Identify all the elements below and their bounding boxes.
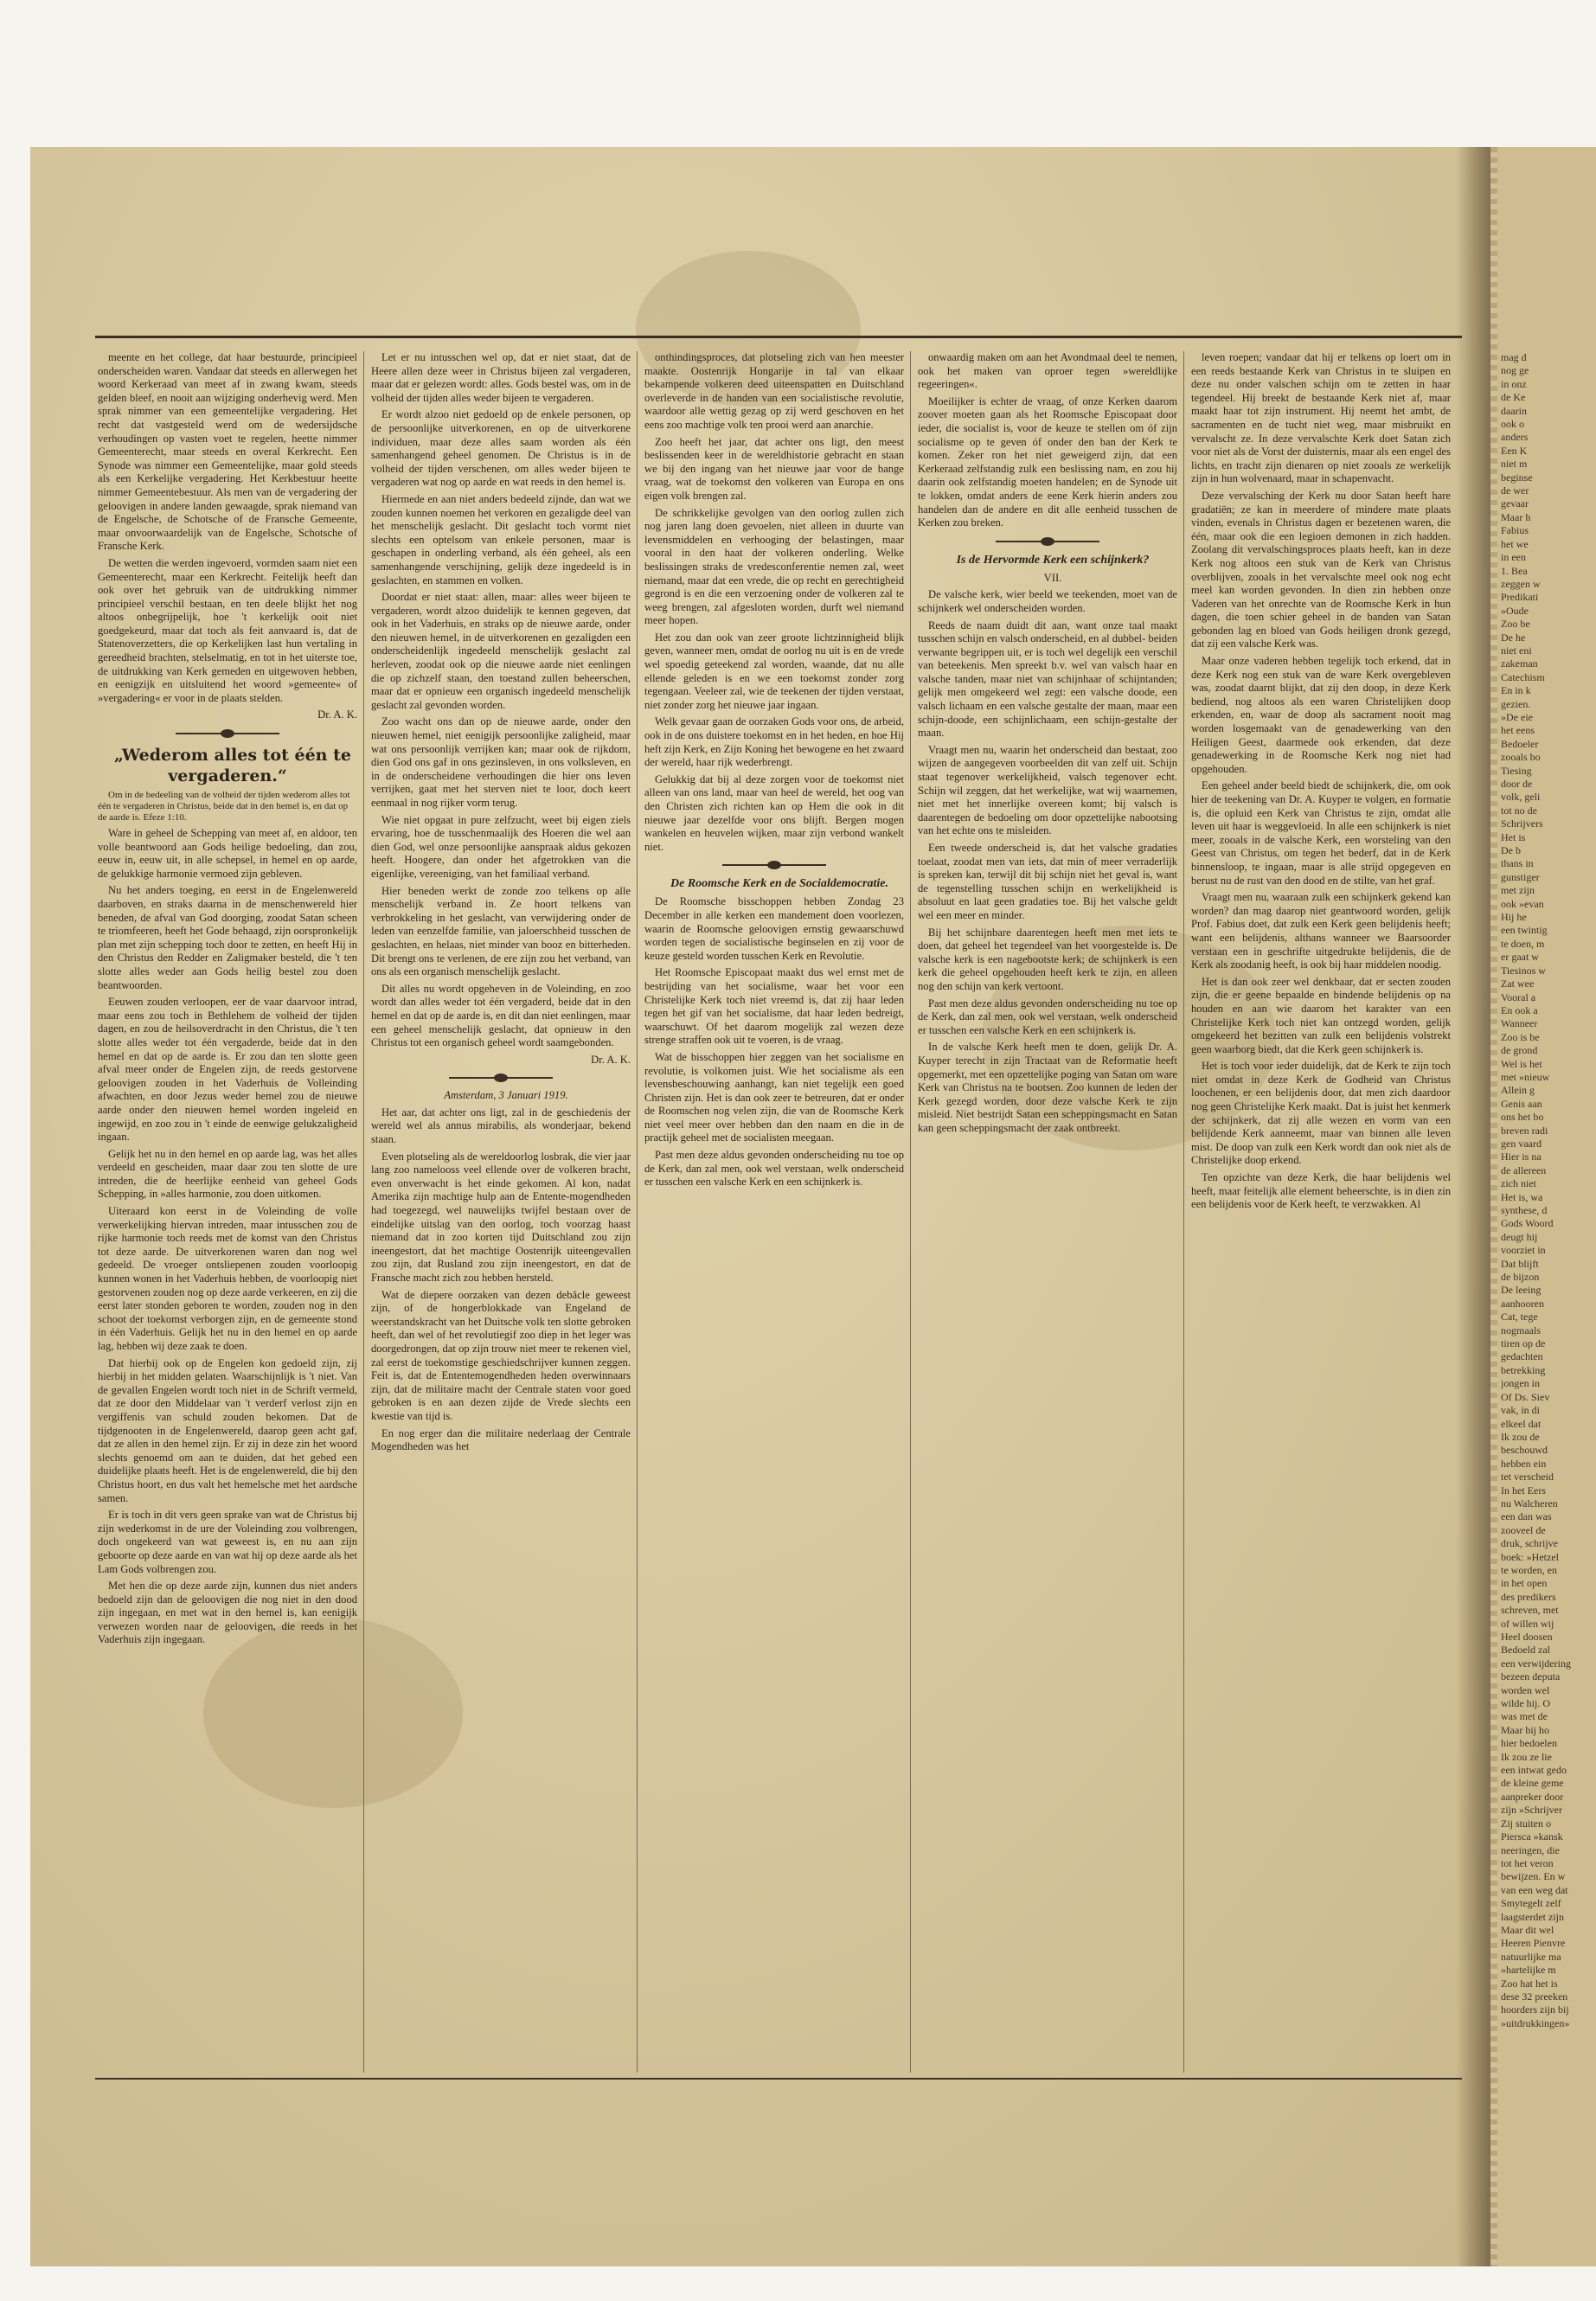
adjacent-page-line: Bedoeld zal xyxy=(1501,1644,1550,1657)
column-1 xyxy=(98,351,357,2073)
adjacent-page-line: zijn »Schrijver xyxy=(1501,1804,1562,1817)
adjacent-page-line: tet verscheid xyxy=(1501,1471,1554,1484)
newspaper-page xyxy=(30,147,1596,2266)
adjacent-page-line: bewijzen. En w xyxy=(1501,1870,1566,1883)
paragraph: onthindingsproces, dat plotseling zich van hen meester maakte. Oostenrijk Hongarije in tal van elkaar bekampende volkeren deed uiteenspatten en Duitschland overleverde in de handen van een socialistische revolutie, waardoor alle wettig gezag op zij werd geschoven en het eens zoo machtige volk ten prooi werd aan anarchie. xyxy=(644,351,904,431)
ornament-divider xyxy=(449,1072,553,1084)
paragraph: Bij het schijnbare daarentegen heeft men met iets te doen, dat geheel het tegendeel van het voorgestelde is. De valsche kerk is een nagebootste kerk; de schijnkerk is een kerk die geheel opgehouden heeft kerk te zijn, en alleen nog den schijn van kerk vertoont. xyxy=(918,926,1177,992)
adjacent-page-line: Bedoeler xyxy=(1501,737,1539,750)
adjacent-page-line: Hier is na xyxy=(1501,1150,1542,1163)
adjacent-page-line: Cat, tege xyxy=(1501,1311,1538,1324)
adjacent-page-line: een verwijdering xyxy=(1501,1657,1571,1670)
adjacent-page-line: Maar h xyxy=(1501,510,1531,523)
adjacent-page-line: Het is, wa xyxy=(1501,1190,1543,1203)
page-fold-shadow xyxy=(1456,147,1490,2266)
adjacent-page-line: in onz xyxy=(1501,377,1527,390)
adjacent-page-line: een dan was xyxy=(1501,1510,1552,1523)
paragraph: Het is dan ook zeer wel denkbaar, dat er secten zouden zijn, die er geene bepaalde en bindende belijdenis op na houden en aan wie daarom het karakter van een Christelijke Kerk toch niet kan ontzegd worden, gelijk omgekeerd het bezitten van zulk een belijdenis volstrekt geen waarborg biedt, dat die Kerk geen schijnkerk is. xyxy=(1191,975,1451,1055)
adjacent-page-line: niet eni xyxy=(1501,644,1532,657)
adjacent-page-line: worden wel xyxy=(1501,1683,1550,1696)
paragraph: Doordat er niet staat: allen, maar: alles weer bijeen te vergaderen, wordt alzoo duidelijk te kennen gegeven, dat ook in het Vaderhuis, en straks op de nieuwe aarde, onder den nieuwen hemel, in de uitverkorenen en gezaligden een onderscheidenlijk ingedeeld menschelijk geslacht zal herleven, zoodat ook op die nieuwe aarde niet eenlingen die op zichzelf staan, den toestand zullen beheerschen, maar dat er opnieuw een organisch ingedeeld menschelijk geslacht zal gevonden worden. xyxy=(371,591,631,711)
adjacent-page-line: gen vaard xyxy=(1501,1137,1542,1150)
paragraph: Ten opzichte van deze Kerk, die haar belijdenis wel heeft, maar feitelijk alle element beheerschte, is in dien zin een belijdenis voor de Kerk heeft, te verzwakken. Al xyxy=(1191,1171,1451,1211)
adjacent-page-line: vak, in di xyxy=(1501,1404,1540,1417)
adjacent-page-line: des predikers xyxy=(1501,1590,1556,1603)
paragraph: De valsche kerk, wier beeld we teekenden, moet van de schijnkerk wel onderscheiden worden. xyxy=(918,588,1177,614)
adjacent-page-line: daarin xyxy=(1501,404,1527,417)
paragraph: Ware in geheel de Schepping van meet af, en aldoor, ten volle beantwoord aan Gods heilige bedoeling, dan zou, eeuw in, eeuw uit, in alle schepsel, in hemel en op aarde, de gelukkige harmonie vermoed zijn gebleven. xyxy=(98,827,357,880)
adjacent-page-line: ons het bo xyxy=(1501,1111,1544,1124)
adjacent-page-line: beginse xyxy=(1501,471,1533,484)
adjacent-page-line: druk, schrijve xyxy=(1501,1537,1558,1550)
epigraph: Om in de bedeeling van de volheid der tijden wederom alles tot één te vergaderen in Christus, beide dat in den hemel is, en dat op de aarde is. Efeze 1:10. xyxy=(98,790,350,824)
adjacent-page-line: laagsterdet zijn xyxy=(1501,1910,1564,1923)
adjacent-page-line: nogmaals xyxy=(1501,1324,1541,1336)
adjacent-page-line: Predikati xyxy=(1501,591,1539,604)
adjacent-page-line: gevaar xyxy=(1501,497,1529,510)
adjacent-page-line: betrekking xyxy=(1501,1363,1546,1376)
adjacent-page-line: deugt hij xyxy=(1501,1230,1538,1243)
adjacent-page-line: Tiesing xyxy=(1501,764,1532,777)
paragraph: meente en het college, dat haar bestuurde, principieel onderscheiden waren. Vandaar dat steeds en allerwegen het woord Kerkeraad van meet af in zwang kwam, steeds gelden bleef, en nooit aan wijziging onderhevig werd. Men sprak nimmer van een gemeentelijke vergadering. Het recht dat vastgesteld werd om de wedersijdsche verhoudingen op vasten voet te regelen, heette nimmer Gemeenterecht, maar steeds en overal Kerkrecht. Een Synode was nimmer een Gemeentelijke, maar gold steeds als een Kerkelijke vergadering. Het Kerkbestuur heette nimmer Gemeentebestuur. Als men van de vergadering der geloovigen in andere landen gewaagde, sprak niemand van de Engelsche, de Schotsche of de Fransche Gemeente, maar onvoorwaardelijk van de Engelsche, Schotsche of Fransche Kerk. xyxy=(98,351,357,553)
paragraph: Eeuwen zouden verloopen, eer de vaar daarvoor intrad, maar eens zou toch in Bethlehem de volheid der tijden dagen, en zou de heilsoverdracht in den Christus, die 't ten slotte alles weder tot één vergaderde, beide dat in den hemel en dat op de aarde is. Er zou dan ten slotte geen afval meer onder de Engelen zijn, de reeds gestorvene geloovigen zouden in het Vaderhuis de Volleinding afwachten, en door Jezus weder hemel zou de nieuwe aarde onder den nieuwen hemel worden ingeleid en ingewijd, en zoo zou in 't einde de eenwige gelukzaligheid ingaan. xyxy=(98,996,357,1144)
adjacent-page-line: in het open xyxy=(1501,1577,1548,1590)
adjacent-page-line: Heeren Pienvre xyxy=(1501,1937,1566,1950)
adjacent-page-line: »hartelijke m xyxy=(1501,1964,1556,1977)
ornament-divider xyxy=(996,535,1099,548)
adjacent-page-line: Ik zou ze lie xyxy=(1501,1750,1552,1763)
adjacent-page-line: »uitdrukkingen» xyxy=(1501,2016,1570,2029)
adjacent-page-line: gunstiger xyxy=(1501,870,1540,883)
paragraph: Het aar, dat achter ons ligt, zal in de geschiedenis der wereld wel als annus mirabilis, als wonderjaar, bekend staan. xyxy=(371,1106,631,1146)
adjacent-page-line: Zat wee xyxy=(1501,977,1535,990)
paragraph: Er is toch in dit vers geen sprake van wat de Christus bij zijn wederkomst in de ure der Voleinding zou volbrengen, doch ongekeerd van wat geweest is, en nu aan zijn geboorte op deze aarde en van wat hij op deze aarde als het Lam Gods volbrengen zou. xyxy=(98,1509,357,1575)
adjacent-page-line: de bijzon xyxy=(1501,1271,1540,1284)
paragraph: Wat de bisschoppen hier zeggen van het socialisme en revolutie, is volkomen juist. Wie het socialisme als een levensbeschouwing aanhangt, kan niet tegelijk een goed Christen zijn. Het is dan ook zeer te betreuren, dat er onder de Roomschen nog velen zijn, die van de Roomsche Kerk niet veel meer over hebben dan den naam en die in de practijk geheel met de socialisten meegaan. xyxy=(644,1050,904,1144)
paragraph: Dat hierbij ook op de Engelen kon gedoeld zijn, zij hierbij in het midden gelaten. Waarschijnlijk is 't niet. Van de gevallen Engelen wordt toch niet in de Schrift vermeld, dat ze door den Middelaar van 't verderf verlost zijn en vergiffenis van schuld zouden bekomen. Dat de tijdgenooten in de Engelenwereld, daarop geen acht gaf, dat ze allen in den hemel zijn. Er zij in deze zin het woord slechts genoemd om aan te duiden, dat het gebed een duidelijke plaats heeft. Het is de engelenwereld, die bij den Christus hoort, en dus valt het hemelsche met het aardsche samen. xyxy=(98,1356,357,1504)
paragraph: Dit alles nu wordt opgeheven in de Voleinding, en zoo wordt dan alles weder tot één vergaderd, beide dat in den hemel en dat op de aarde is, en dit dan niet eenlingen, maar een geheel menschelijk geslacht, dat opnieuw in den Christus tot een organisch geheel wordt saamgebonden. xyxy=(371,982,631,1049)
adjacent-page-line: of willen wij xyxy=(1501,1617,1554,1630)
adjacent-page-line: hier bedoelen xyxy=(1501,1737,1557,1750)
adjacent-page-line: Allein g xyxy=(1501,1084,1535,1097)
ornament-divider xyxy=(176,727,279,740)
adjacent-page-line: schreven, met xyxy=(1501,1604,1559,1617)
ornament-divider xyxy=(722,859,826,871)
adjacent-page-line: Maar bij ho xyxy=(1501,1723,1549,1736)
adjacent-page-line: aanhooren xyxy=(1501,1297,1544,1310)
bottom-rule xyxy=(95,2078,1462,2080)
paragraph: Het Roomsche Episcopaat maakt dus wel ernst met de bestrijding van het socialisme, waar het voor een Christelijke Kerk toch niet vreemd is, dat zij haar leden tegen het gif van het socialisme, dat haar leden bedreigt, waarschuwt. Of het daarom mogelijk zal wezen deze strenge straffen ook uit te voeren, is de vraag. xyxy=(644,966,904,1047)
article-title: Is de Hervormde Kerk een schijnkerk? xyxy=(956,553,1150,567)
column-2 xyxy=(371,351,631,2073)
paragraph: Even plotseling als de wereldoorlog losbrak, die vier jaar lang zoo namelooss veel ellende over de volkeren bracht, even onverwacht is het einde gekomen. Al kon, nadat Amerika zijn machtige hulp aan de Entente-mogendheden had toegezegd, wel nauwelijks twijfel bestaan over de eindelijke uitslag van den oorlog, toch voorzag haast niemand dat in zoo korten tijd Duitschland zou zijn ineengestort, dat het machtige Oostenrijk uiteengevallen zou zijn, dat Rusland zou zijn ineengestort, en dat de Fransche macht zich zou hebben hersteld. xyxy=(371,1150,631,1284)
paragraph: Past men deze aldus gevonden onderscheiding nu toe op de Kerk, dan zal men, ook wel verstaan, welk onderscheid er tusschen een valsche Kerk en een schijnkerk is. xyxy=(644,1149,904,1189)
adjacent-page-line: Schrijvers xyxy=(1501,817,1543,830)
adjacent-page-line: tot no de xyxy=(1501,804,1537,817)
adjacent-page-line: dese 32 preeken xyxy=(1501,1990,1568,2003)
paragraph: Hier beneden werkt de zonde zoo telkens op alle menschelijk verband in. Ze hoort telkens van verbrokkeling in het geslacht, van verwijdering onder de leden van eenzelfde familie, van jaloerschheid tusschen de geslachten, en helaas, niet minder van booz en bitterheden. Dit brengt ons te verlenen, de ere zijn zou het verband, van ons als een organisch menschelijk geslacht. xyxy=(371,884,631,978)
adjacent-page-line: tiren op de xyxy=(1501,1337,1546,1350)
paragraph: Welk gevaar gaan de oorzaken Gods voor ons, de arbeid, ook in de ons duistere toekomst en in het heden, en hoe Hij heft zijn Kerk, en Zijn Koning het bewogene en het zwaard der wereld, haar rijk wederbrengt. xyxy=(644,715,904,769)
adjacent-page-line: gezien. xyxy=(1501,697,1531,710)
paragraph: Uiteraard kon eerst in de Voleinding de volle verwerkelijking hiervan intreden, maar intusschen zou de rijke harmonie toch reeds met de komst van den Christus tot deze aarde. De uitverkorenen waren dan nog wel gedeeld. De vroeger ontsliepenen zouden voorloopig kunnen wonen in het Vaderhuis hebben, de voorloopig niet gestorvenen zouden nog op deze aarde verkeeren, en zij die eerst later stonden geboren te worden, zouden nog in den schoot der toekomst verborgen zijn, en de gemeente stond in één Vaderhuis. Gelijk het nu in den hemel en op aarde lag, hebben wij deze zaak te doen. xyxy=(98,1205,357,1352)
adjacent-page-line: het eens xyxy=(1501,724,1535,737)
adjacent-page-line: met »nieuw xyxy=(1501,1070,1550,1083)
paragraph: Het zou dan ook van zeer groote lichtzinnigheid blijk geven, wanneer men, omdat de oorlog nu uit is en de vrede wel spoedig geteekend zal worden, waande, dat nu alle ellende geleden is en we een toekomst zonder zorg tegengaan. Veeleer zal, wie de teekenen der tijden verstaat, niet zonder zorg het nieuwe jaar ingaan. xyxy=(644,631,904,711)
adjacent-page-line: synthese, d xyxy=(1501,1204,1548,1216)
adjacent-page-line: jongen in xyxy=(1501,1377,1540,1390)
paragraph: leven roepen; vandaar dat hij er telkens op loert om in een reeds bestaande Kerk van Christus in te sluipen en deze nu onder valschen schijn om te zetten in haar tegendeel. Hij breekt de bestaande Kerk niet af, maar maakt haar tot zijn instrument. Hij neemt het ambt, de sacramenten en de tucht niet weg, maar misbruikt en vervalscht ze. In deze vervalschte Kerk doet Satan zich voor niet als de Vorst der duisternis, maar als een engel des lichts, en tracht zijn dienaren op niet zooals ze werkelijk zijn in hun wolvenaard, maar in schapenvacht. xyxy=(1191,351,1451,485)
column-3 xyxy=(644,351,904,2073)
adjacent-page-line: Gods Woord xyxy=(1501,1217,1554,1230)
paragraph: In de valsche Kerk heeft men te doen, gelijk Dr. A. Kuyper terecht in zijn Tractaat van de Reformatie heeft opgemerkt, met een opzettelijke poging van Satan om ware Kerk van Christus na te bootsen. Zoo kunnen de leden der Kerk gezegd worden, door deze valsche Kerk te zijn misleid. Niet bestrijdt Satan een scheppingsmacht en Satan kan geen scheppingsmacht der zaak ontbreekt. xyxy=(918,1041,1177,1134)
adjacent-page-line: De b xyxy=(1501,844,1521,857)
adjacent-page-line: volk, geli xyxy=(1501,791,1541,804)
section-number: VII. xyxy=(1043,571,1062,584)
adjacent-page-line: in een xyxy=(1501,551,1526,564)
adjacent-page-line: De leeing xyxy=(1501,1284,1542,1297)
adjacent-page-line: hebben ein xyxy=(1501,1457,1547,1470)
adjacent-page-line: de wer xyxy=(1501,484,1529,497)
column-divider xyxy=(1183,351,1184,2073)
paragraph: De schrikkelijke gevolgen van den oorlog zullen zich nog jaren lang doen gevoelen, niet alleen in duurte van levensmiddelen en verhooging der belastingen, maar vooral in den haat der volkeren onderling. Welke beslissingen straks de vredesconferentie nemen zal, weet niemand, maar dat een vrede, die op recht en gerechtigheid gegrond is en die een verzoening onder de volkeren zal te weeg brengen, zal afgesloten worden, durft wel niemand meer hopen. xyxy=(644,506,904,627)
adjacent-page-line: breven radi xyxy=(1501,1124,1548,1137)
adjacent-page-line: mag d xyxy=(1501,351,1527,363)
adjacent-page-line: Tiesinos w xyxy=(1501,964,1546,977)
adjacent-page-line: ook »evan xyxy=(1501,897,1544,910)
paragraph: Wie niet opgaat in pure zelfzucht, weet bij eigen ziels ervaring, hoe de tusschenmaalijk des Hoeren die wel aan dien God, wel onze persoonlijke aanspraak aldus gekozen heeft. Hoogere, dan onder het afgetrokken van die eigenlijke, vereeniging, van het familiaal verband. xyxy=(371,813,631,880)
article-title: „Wederom alles tot één te vergaderen.“ xyxy=(114,746,351,786)
paragraph: Zoo heeft het jaar, dat achter ons ligt, den meest beslissenden keer in de wereldhistorie gebracht en staan we bij den ingang van het nieuwe jaar voor de bange vraag, wat de toekomst den volkeren van Europa en ons eigen volk brengen zal. xyxy=(644,435,904,502)
adjacent-page-line: er gaat w xyxy=(1501,951,1539,964)
paragraph: Let er nu intusschen wel op, dat er niet staat, dat de Heere allen deze weer in Christus bijeen zal vergaderen, maar dat er gelezen wordt: alles. Gods bestel was, om in de volheid der tijden alles weder bijeen te vergaderen. xyxy=(371,351,631,404)
adjacent-page-line: In het Eers xyxy=(1501,1484,1546,1497)
adjacent-page-line: de kleine geme xyxy=(1501,1777,1564,1790)
paragraph: En nog erger dan die militaire nederlaag der Centrale Mogendheden was het xyxy=(371,1426,631,1453)
paragraph: Een geheel ander beeld biedt de schijnkerk, die, om ook hier de teekening van Dr. A. Kuyper te volgen, en formatie is, die opluid een Kerk van Christus te zijn, omdat alle leven uit haar is weggevloeid. In alle een schijnkerk is niet meer, zooals in de valsche Kerk, een worsteling van den Geest van Christus, om tegen het bederf, dat in de Kerk binnensloop, te ingaan, maar is alle strijd opgegeven en berust nu de rust van den dood en de stilte, van het graf. xyxy=(1191,779,1451,887)
adjacent-page-line: tot het veron xyxy=(1501,1856,1554,1869)
adjacent-page-line: nu Walcheren xyxy=(1501,1497,1558,1509)
adjacent-page-line: Het is xyxy=(1501,830,1526,843)
adjacent-page-line: Wel is het xyxy=(1501,1057,1542,1070)
paragraph: De Roomsche bisschoppen hebben Zondag 23 December in alle kerken een mandement doen voorlezen, waarin de Roomsche geloovigen ernstig gewaarschuwd worden tegen de socialistische beginselen en zij voor de keuze gesteld worden tusschen Kerk en Revolutie. xyxy=(644,895,904,962)
paragraph: Het is toch voor ieder duidelijk, dat de Kerk te zijn toch niet omdat in deze Kerk de Godheid van Christus loochenen, er een belijdenis door, dat men zich daardoor nog geen Christelijke Kerk maakt. Dat is juist het kenmerk der schijnkerk, dat zij alle wezen en vorm van een belijdende Kerk aanneemt, maar van binnen alle leven mist. De doop van zulk een Kerk wordt dan ook niet als de Christelijke doop erkend. xyxy=(1191,1060,1451,1167)
adjacent-page-line: met zijn xyxy=(1501,884,1535,897)
adjacent-page-line: aanpreker door xyxy=(1501,1790,1564,1803)
adjacent-page-line: boek: »Hetzel xyxy=(1501,1550,1559,1563)
adjacent-page-line: Zoo is be xyxy=(1501,1030,1540,1043)
adjacent-page-line: nog ge xyxy=(1501,364,1529,377)
signature: Dr. A. K. xyxy=(591,1053,631,1066)
paragraph: Maar onze vaderen hebben tegelijk toch erkend, dat in deze Kerk nog een stuk van de ware Kerk overgebleven was, zoodat daarnt blijkt, dat zij den doop, in deze Kerk bediend, nog altoos als een waren Christelijken doop erkenden, en, waar de doop als sacrament nooit mag worden losgemaakt van de genadewerking van den Heiligen Geest, daarmede ook erkenden, dat deze genadewerking in de Roomsche Kerk nog niet had opgehouden. xyxy=(1191,655,1451,775)
adjacent-page-line: de grond xyxy=(1501,1044,1538,1057)
adjacent-page-line: de Ke xyxy=(1501,391,1526,404)
paragraph: Met hen die op deze aarde zijn, kunnen dus niet anders bedoeld zijn dan de geloovigen die nog niet in den dood zijn ingegaan, en met wat in den hemel is, kan eenigijk verwezen worden naar de geloovigen, die reeds in het Vaderhuis zijn ingegaan. xyxy=(98,1580,357,1646)
paragraph: Past men deze aldus gevonden onderscheiding nu toe op de Kerk, dan zal men, ook wel verstaan, welk onderscheid er tusschen een valsche Kerk en een schijnkerk is. xyxy=(918,997,1177,1036)
adjacent-page-line: neeringen, die xyxy=(1501,1843,1560,1856)
adjacent-page-line: Zoo be xyxy=(1501,618,1530,631)
adjacent-page-line: bezeen deputa xyxy=(1501,1670,1561,1683)
adjacent-page-line: thans in xyxy=(1501,857,1534,870)
adjacent-page-line: ook o xyxy=(1501,418,1524,431)
adjacent-page-line: Wanneer xyxy=(1501,1017,1538,1030)
adjacent-page-line: De he xyxy=(1501,631,1526,644)
adjacent-page-line: zooals bo xyxy=(1501,751,1541,764)
adjacent-page-line: Fabius xyxy=(1501,524,1529,537)
adjacent-page-line: was met de xyxy=(1501,1710,1548,1723)
column-divider xyxy=(363,351,364,2073)
adjacent-page-line: Piersca »kansk xyxy=(1501,1830,1563,1843)
adjacent-page-line: »Oude xyxy=(1501,604,1529,617)
adjacent-page-line: Catechism xyxy=(1501,670,1545,683)
paragraph: Gelukkig dat bij al deze zorgen voor de toekomst niet alleen van ons land, maar van heel de wereld, het oog van den Christen zich richten kan op Hem die ook in dit nieuwe jaar dezelfde voor ons blijft. Bergen mogen wankelen en heuvelen wijken, maar zijn verbond wankelt niet. xyxy=(644,772,904,853)
adjacent-page-line: Vooral a xyxy=(1501,990,1536,1003)
adjacent-page-line: Maar dit wel xyxy=(1501,1923,1554,1936)
adjacent-page-line: Zoo hat het is xyxy=(1501,1977,1558,1990)
dateline: Amsterdam, 3 Januari 1919. xyxy=(444,1089,568,1102)
signature: Dr. A. K. xyxy=(317,708,357,721)
adjacent-page-line: een intwat gedo xyxy=(1501,1764,1567,1777)
adjacent-page-line: Zij stuiten o xyxy=(1501,1817,1551,1830)
column-divider xyxy=(910,351,911,2073)
adjacent-page-line: Smytegelt zelf xyxy=(1501,1897,1561,1910)
paragraph: De wetten die werden ingevoerd, vormden saam niet een Gemeenterecht, maar een Kerkrecht. Feitelijk heeft dan ook over het gebruik van de uitdrukking nimmer principieel verschil bestaan, en ten deele blijkt het nog altoos onbegrijpelijk, hoe 't kerkelijk ooit niet goedgekeurd, maar dat toch als feit aanvaard is, dat de Statenoverzetters, die op Kerkelijken last hun vertaling in gereedheid brachten, stelselmatig, en tot in het uiterste toe, de uitdrukking van Kerk gemeden en uitgewoven hebben, en eenigzijk en uitsluitend het woord »gemeente« of »vergadering« er voor in de plaats stelden. xyxy=(98,556,357,704)
adjacent-page-line: te doen, m xyxy=(1501,937,1545,950)
adjacent-page-line: wilde hij. O xyxy=(1501,1697,1550,1710)
adjacent-page-line: gedachten xyxy=(1501,1350,1543,1363)
column-5 xyxy=(1191,351,1451,2073)
adjacent-page-line: zich niet xyxy=(1501,1177,1536,1190)
adjacent-page-line: het we xyxy=(1501,537,1529,550)
adjacent-page-line: Of Ds. Siev xyxy=(1501,1390,1550,1403)
paragraph: Vraagt men nu, waarin het onderscheid dan bestaat, zoo wijzen de aangegeven voorbeelden dit van zelf uit. Schijn staat tegenover werkelijkheid, valsch tegenover echt. Schijn wil zeggen, dat het werkelijke, wat wij waarnemen, niet met het innerlijke overeen komt; bij valsch is daarentegen de bedoeling om door opzettelijke nabootsing van het echte ons te misleiden. xyxy=(918,743,1177,837)
adjacent-page-line: te worden, en xyxy=(1501,1563,1557,1576)
paragraph: Gelijk het nu in den hemel en op aarde lag, was het alles verdeeld en gescheiden, maar daar zou ten slotte de ure intreden, die de heerlijke eenheid van geheel Gods Schepping, in »alles harmonie, zou doen uitkomen. xyxy=(98,1147,357,1201)
column-4 xyxy=(918,351,1177,2073)
paragraph: Nu het anders toeging, en eerst in de Engelenwereld daarboven, en straks daarna in de menschenwereld hier beneden, de afval van God doorging, zoodat Satan scheen te triomfeeren, heeft het Gode behaagd, zijn oorspronkelijk plan met zijn schepping toch door te zetten, en heeft Hij in den Christus den Redder en Zaligmaker besteld, die 't ten slotte alles weder aan Gods heilig bestel zou doen beantwoorden. xyxy=(98,884,357,991)
adjacent-page-line: anders xyxy=(1501,431,1529,444)
adjacent-page-line: elkeel dat xyxy=(1501,1417,1542,1430)
paragraph: Hiermede en aan niet anders bedeeld zijnde, dan wat we zouden kunnen noemen het verkoren en gezaligde deel van het menschelijk geslacht. Dit geslacht toch vormt niet slechts een optelsom van enkele personen, maar is geschapen in onderling verband, als één geheel, als een samenhangende verschijning, gelijk deze ingedeeld is in geslachten, en stammen en volken. xyxy=(371,492,631,586)
adjacent-page-line: zooveel de xyxy=(1501,1523,1546,1536)
adjacent-page-line: Een K xyxy=(1501,444,1528,457)
adjacent-page-line: zakeman xyxy=(1501,657,1538,670)
adjacent-page-line: 1. Bea xyxy=(1501,564,1528,577)
adjacent-page-line: Dat blijft xyxy=(1501,1257,1539,1270)
paragraph: Een tweede onderscheid is, dat het valsche gradaties toelaat, zoodat men van iets, dat min of meer verraderlijk is spreken kan, terwijl dit bij schijn niet het geval is, want de tegenstelling tusschen schijn en werkelijkheid is absoluut en laat geen gradaties toe. Bij het valsche geldt wel een meer en minder. xyxy=(918,842,1177,921)
paragraph: onwaardig maken om aan het Avondmaal deel te nemen, ook het maken van oproer tegen »wereldlijke regeeringen«. xyxy=(918,351,1177,391)
paragraph: Deze vervalsching der Kerk nu door Satan heeft hare gradatiën; ze kan in meerdere of mindere mate plaats vinden, evenals in Christus dagen er bezetenen waren, die één, maar ook die een legioen demonen in zich hadden. Zoolang dit vervalschingsproces plaats heeft, kan in deze Kerk nog altoos een stuk van de Kerk van Christus overblijven, zooals in het vervalschte meel ook nog echt meel kan worden gevonden. In dien zin hebben onze Vaderen van het onrechte van de Roomsche Kerk in hun dagen, die toen schier geheel in de banden van Satan gebonden lag en bloed van Gods heiligen dronk gezegd, dat zij een valsche Kerk was. xyxy=(1191,489,1451,651)
adjacent-page-line: Ik zou de xyxy=(1501,1430,1540,1443)
adjacent-page-line: de allereen xyxy=(1501,1163,1547,1176)
adjacent-page-line: En in k xyxy=(1501,684,1531,697)
adjacent-page-line: hoorders zijn bij xyxy=(1501,2003,1569,2016)
adjacent-page-line: voorziet in xyxy=(1501,1244,1546,1257)
adjacent-page-line: niet m xyxy=(1501,458,1528,471)
adjacent-page-line: Heel doosen xyxy=(1501,1631,1553,1643)
paragraph: Moeilijker is echter de vraag, of onze Kerken daarom zoover moeten gaan als het Roomsche Episcopaat door ieder, die socialist is, voor de keuze te stellen om óf zijn socialisme op te geven óf onder den ban der Kerk te komen. Zeker ron het niet geweigerd zijn, dat een Kerkeraad zelfstandig zulk een beslissing nam, en zou hij daarin ook zelfstandig moeten handelen; en de Synode uit te lokken, omdat anders de eene Kerk hierin anders zou handelen dan de andere en dit alle eenheid tusschen de Kerken zou breken. xyxy=(918,394,1177,529)
paragraph: Vraagt men nu, waaraan zulk een schijnkerk gekend kan worden? dan mag daarop niet geantwoord worden, gelijk Prof. Fabius doet, dat zulk een Kerk geen belijdenis heeft; want een belijdenis, althans wanneer we Baarsoorder verstaan een in geschrifte uitgedrukte belijdenis, die de Kerk als zoodanig heeft, is ook bij haar middelen noodig. xyxy=(1191,891,1451,971)
adjacent-page-line: een twintig xyxy=(1501,924,1548,937)
paragraph: Er wordt alzoo niet gedoeld op de enkele personen, op de persoonlijke uitverkorenen, en op de uitverkorene individuen, maar deze alles saam worden als één samenhangend geheel genomen. De Christus is in de volheid der tijden verschenen, om alles weder bijeen te vergaderen wat nog op aarde en wat reeds in den hemel is. xyxy=(371,408,631,489)
adjacent-page-line: beschouwd xyxy=(1501,1444,1548,1457)
adjacent-page-text xyxy=(1501,351,1591,2073)
paragraph: Wat de diepere oorzaken van dezen debâcle geweest zijn, of de hongerblokkade van Engeland de weerstandskracht van het Duitsche volk ten slotte gebroken heeft, dan wel of het revolutiegif zoo diep in het leger was doorgedrongen, dat op zijn trouw niet meer te rekenen viel, zal eerst de toekomstige geschiedschrijver kunnen zeggen. Feit is, dat de Ententemogendheden heden overwinnaars zijn, dat de militaire macht der Centrale staten voor goed gebroken is en aan dezen zijde de Vrede slechts een kwestie van tijd is. xyxy=(371,1288,631,1422)
adjacent-page-line: »De eie xyxy=(1501,710,1533,723)
page-edge xyxy=(1490,147,1497,2266)
adjacent-page-line: zeggen w xyxy=(1501,577,1541,590)
adjacent-page-line: Genis aan xyxy=(1501,1097,1542,1110)
column-divider xyxy=(637,351,638,2073)
adjacent-page-line: van een weg dat xyxy=(1501,1883,1568,1896)
adjacent-page-line: natuurlijke ma xyxy=(1501,1950,1561,1963)
adjacent-page-line: door de xyxy=(1501,778,1533,790)
adjacent-page-line: En ook a xyxy=(1501,1003,1538,1016)
paragraph: Reeds de naam duidt dit aan, want onze taal maakt tusschen schijn en valsch onderscheid, en al dubbel- beiden verwante begrippen uit, er is toch wel degelijk een verschil van beteekenis. Men spreekt b.v. wel van valsch haar en valsche tanden, maar niet van schijnhaar of schijntanden; gelijk men omgekeerd wel zegt: een valsche doode, een valsch lichaam en een valsche gestalte der maan, maar een schijn-doode, een schijnlichaam, een schijn-gestalte der maan. xyxy=(918,619,1177,740)
adjacent-page-line: Hij he xyxy=(1501,911,1527,924)
article-title: De Roomsche Kerk en de Socialdemocratie. xyxy=(670,877,888,891)
top-rule xyxy=(95,336,1462,338)
paragraph: Zoo wacht ons dan op de nieuwe aarde, onder den nieuwen hemel, niet eenigijk persoonlijke zaligheid, maar wat ons persoonlijk verrijken kan; maar ook de rijkdom, dien God ons gaf in ons gezinsleven, in ons volksleven, en in de onderscheidene verhoudingen die hier ons leven verrijken, gaat met het sterven niet te loor, doch keert eenmaal in nog rijker vorm terug. xyxy=(371,715,631,809)
